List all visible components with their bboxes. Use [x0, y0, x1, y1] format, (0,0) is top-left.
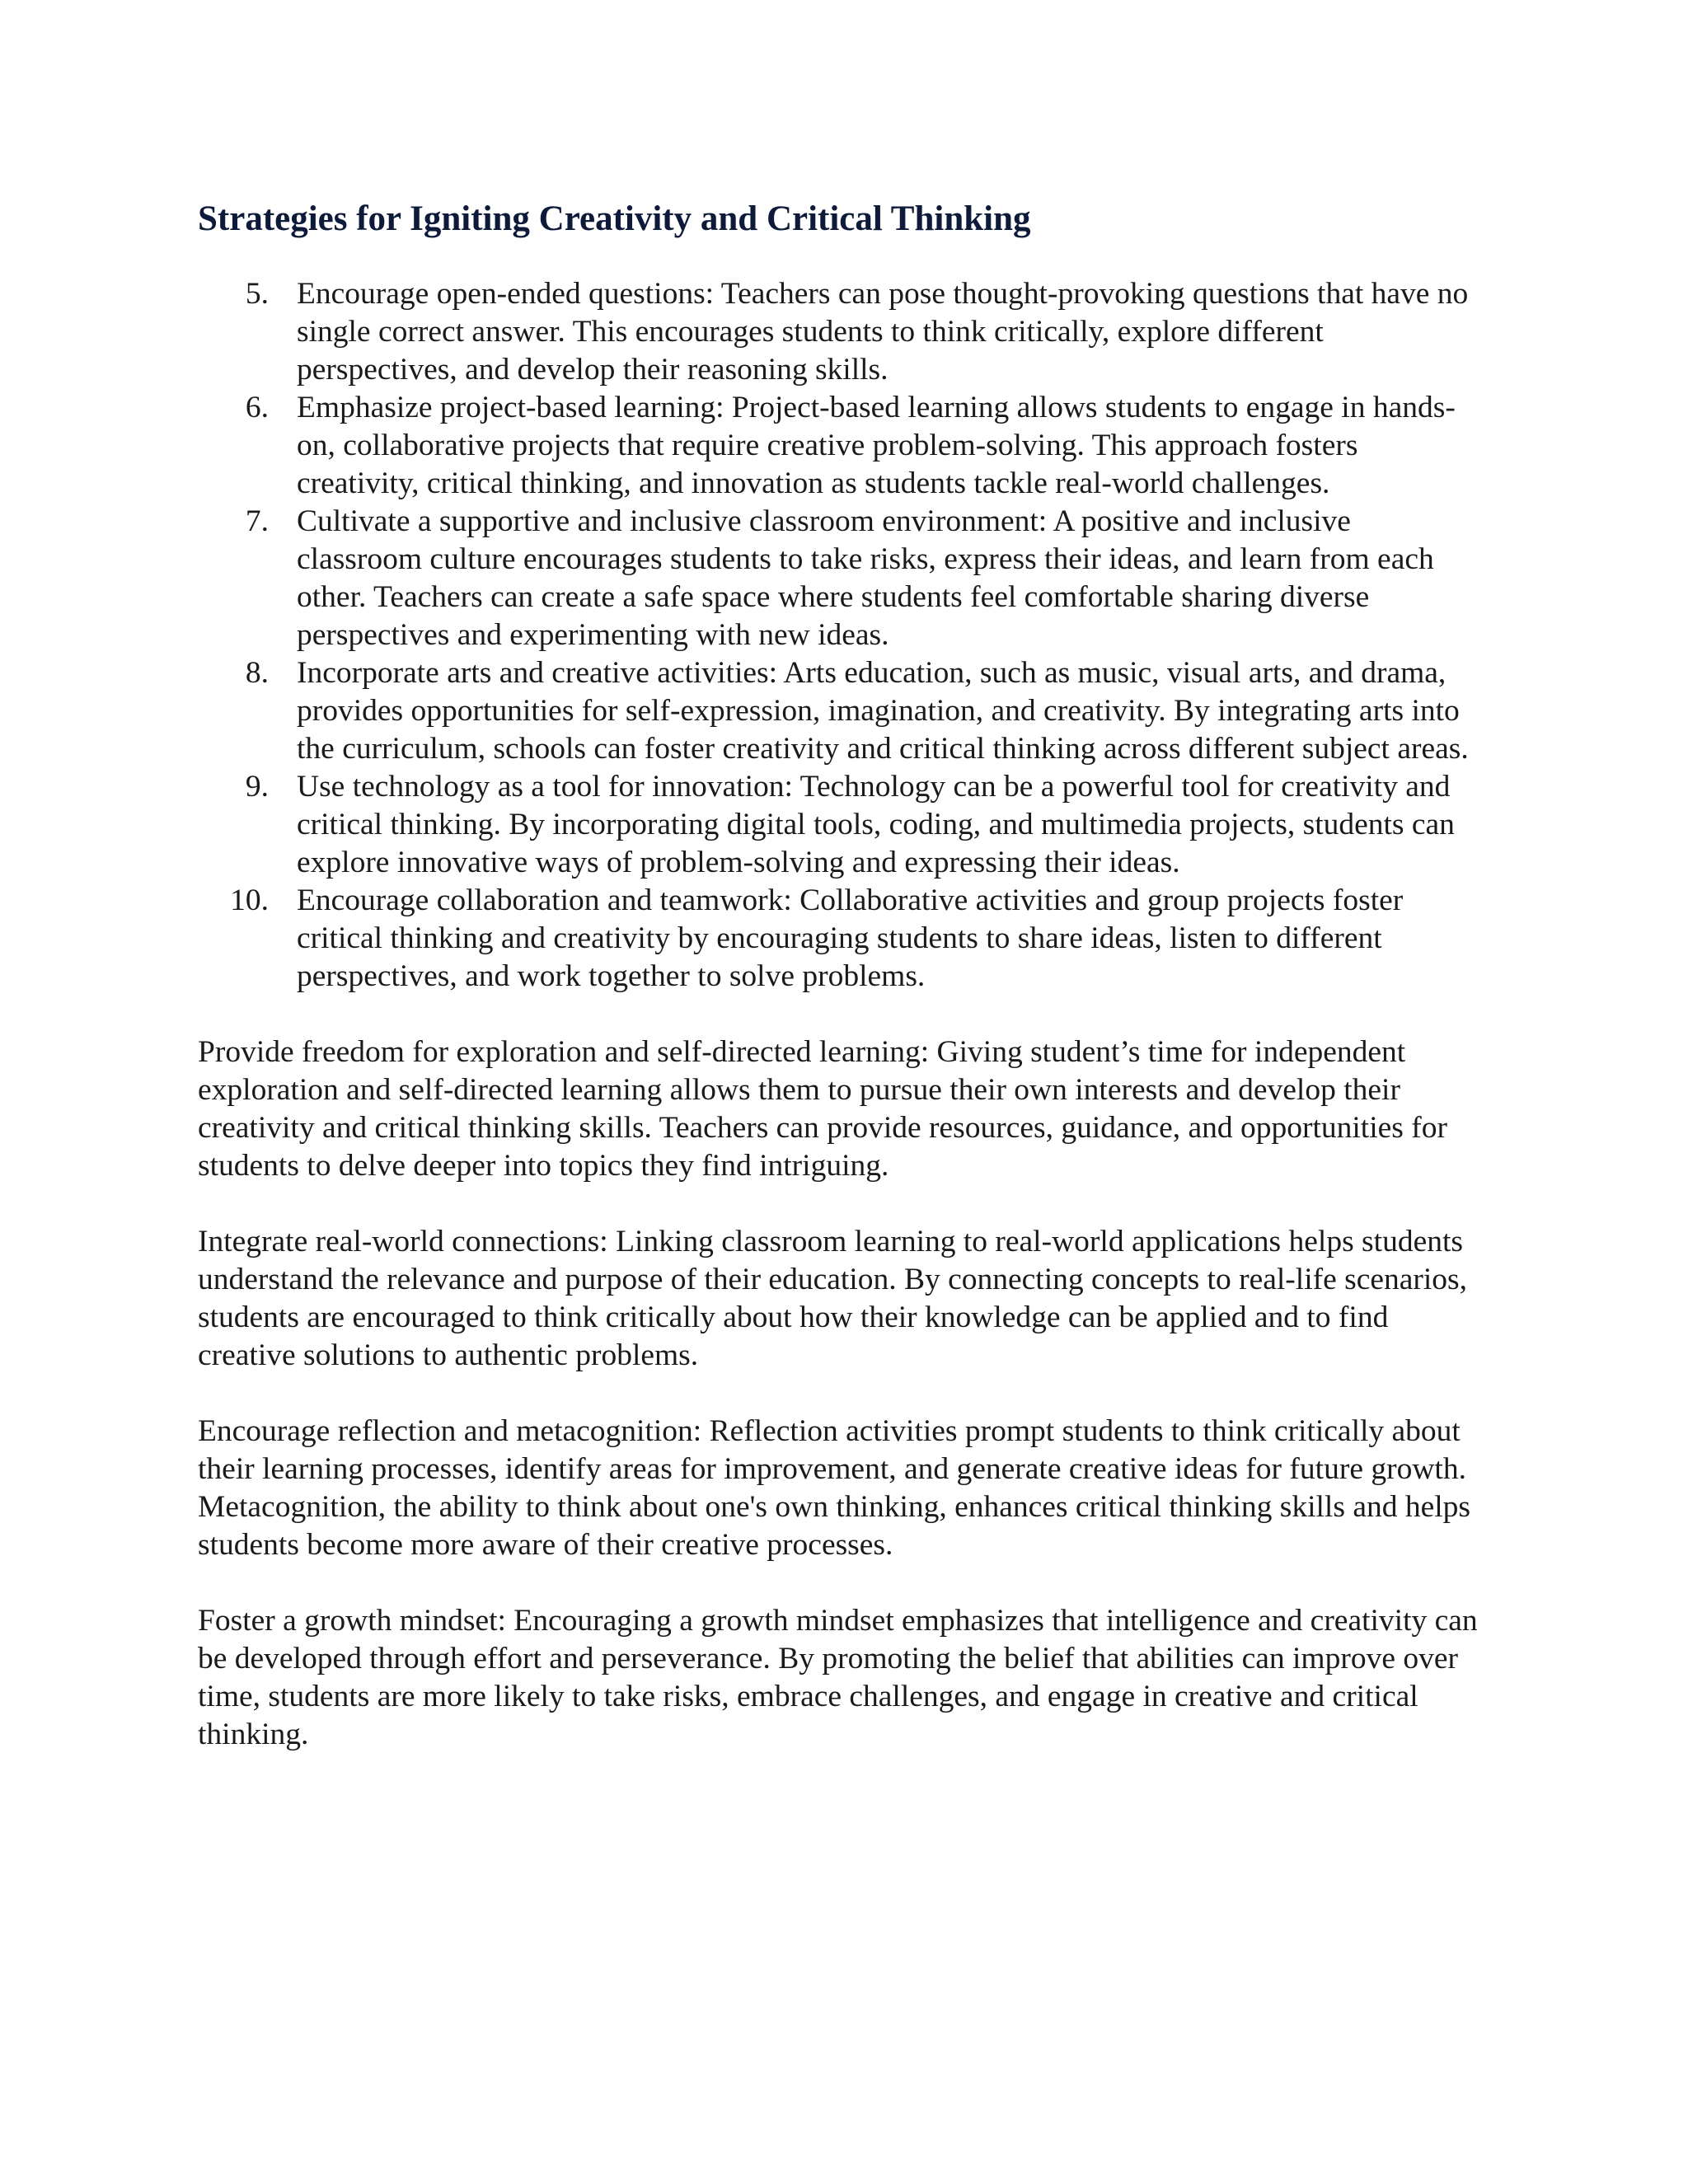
- list-item-text: Encourage collaboration and teamwork: Collaborative activities and group projects foster critical thinking and creativity by encouraging students to share ideas, listen to different perspectives, and work together to solve problems.: [297, 883, 1404, 993]
- paragraph-exploration: Provide freedom for exploration and self-directed learning: Giving student’s time for independent exploration and self-directed learning allows them to pursue their own interests and develop their creativity and critical thinking skills. Teachers can provide resources, guidance, and opportunities for students to delve deeper into topics they find intriguing.: [198, 1035, 1447, 1183]
- strategy-list: [198, 275, 1484, 996]
- list-item-text: Use technology as a tool for innovation: Technology can be a powerful tool for creativity and critical thinking. By incorporating digital tools, coding, and multimedia projects, students can explore innovative ways of problem-solving and expressing their ideas.: [297, 770, 1455, 879]
- list-item-number: 6.: [245, 391, 269, 424]
- paragraph-real-world: Integrate real-world connections: Linking classroom learning to real-world applications helps students understand the relevance and purpose of their education. By connecting concepts to real-life scenarios, students are encouraged to think critically about how their knowledge can be applied and to find creative solutions to authentic problems.: [198, 1225, 1468, 1372]
- list-item-number: 10.: [230, 883, 269, 917]
- list-item-number: 5.: [245, 277, 269, 311]
- list-item: [198, 275, 1484, 389]
- list-item-number: 9.: [245, 770, 269, 804]
- list-item-text: Encourage open-ended questions: Teachers can pose thought-provoking questions that have no single correct answer. This encourages students to think critically, explore different perspectives, and develop their reasoning skills.: [297, 277, 1469, 387]
- list-item-text: Emphasize project-based learning: Project-based learning allows students to engage in hands-on, collaborative projects that require creative problem-solving. This approach fosters creativity, critical thinking, and innovation as students tackle real-world challenges.: [297, 391, 1456, 500]
- list-item: [198, 882, 1484, 996]
- paragraph-reflection: Encourage reflection and metacognition: Reflection activities prompt students to think critically about their learning processes, identify areas for improvement, and generate creative ideas for future growth. Metacognition, the ability to think about one's own thinking, enhances critical thinking skills and helps students become more aware of their creative processes.: [198, 1414, 1471, 1562]
- list-item: [198, 768, 1484, 882]
- list-item: [198, 654, 1484, 768]
- list-item-text: Incorporate arts and creative activities: Arts education, such as music, visual arts, and drama, provides opportunities for self-expression, imagination, and creativity. By integrating arts into the curriculum, schools can foster creativity and critical thinking across different subject areas.: [297, 656, 1469, 766]
- list-item-number: 8.: [245, 656, 269, 690]
- document-page: [198, 196, 1484, 1754]
- list-item-text: Cultivate a supportive and inclusive classroom environment: A positive and inclusive classroom culture encourages students to take risks, express their ideas, and learn from each other. Teachers can create a safe space where students feel comfortable sharing diverse perspectives and experimenting with new ideas.: [297, 504, 1434, 652]
- paragraph-growth-mindset: Foster a growth mindset: Encouraging a growth mindset emphasizes that intelligence and creativity can be developed through effort and perseverance. By promoting the belief that abilities can improve over time, students are more likely to take risks, embrace challenges, and engage in creative and critical thinking.: [198, 1604, 1478, 1751]
- list-item: [198, 503, 1484, 654]
- list-item: [198, 389, 1484, 503]
- document-title: Strategies for Igniting Creativity and Critical Thinking: [198, 199, 1031, 238]
- list-item-number: 7.: [245, 504, 269, 538]
